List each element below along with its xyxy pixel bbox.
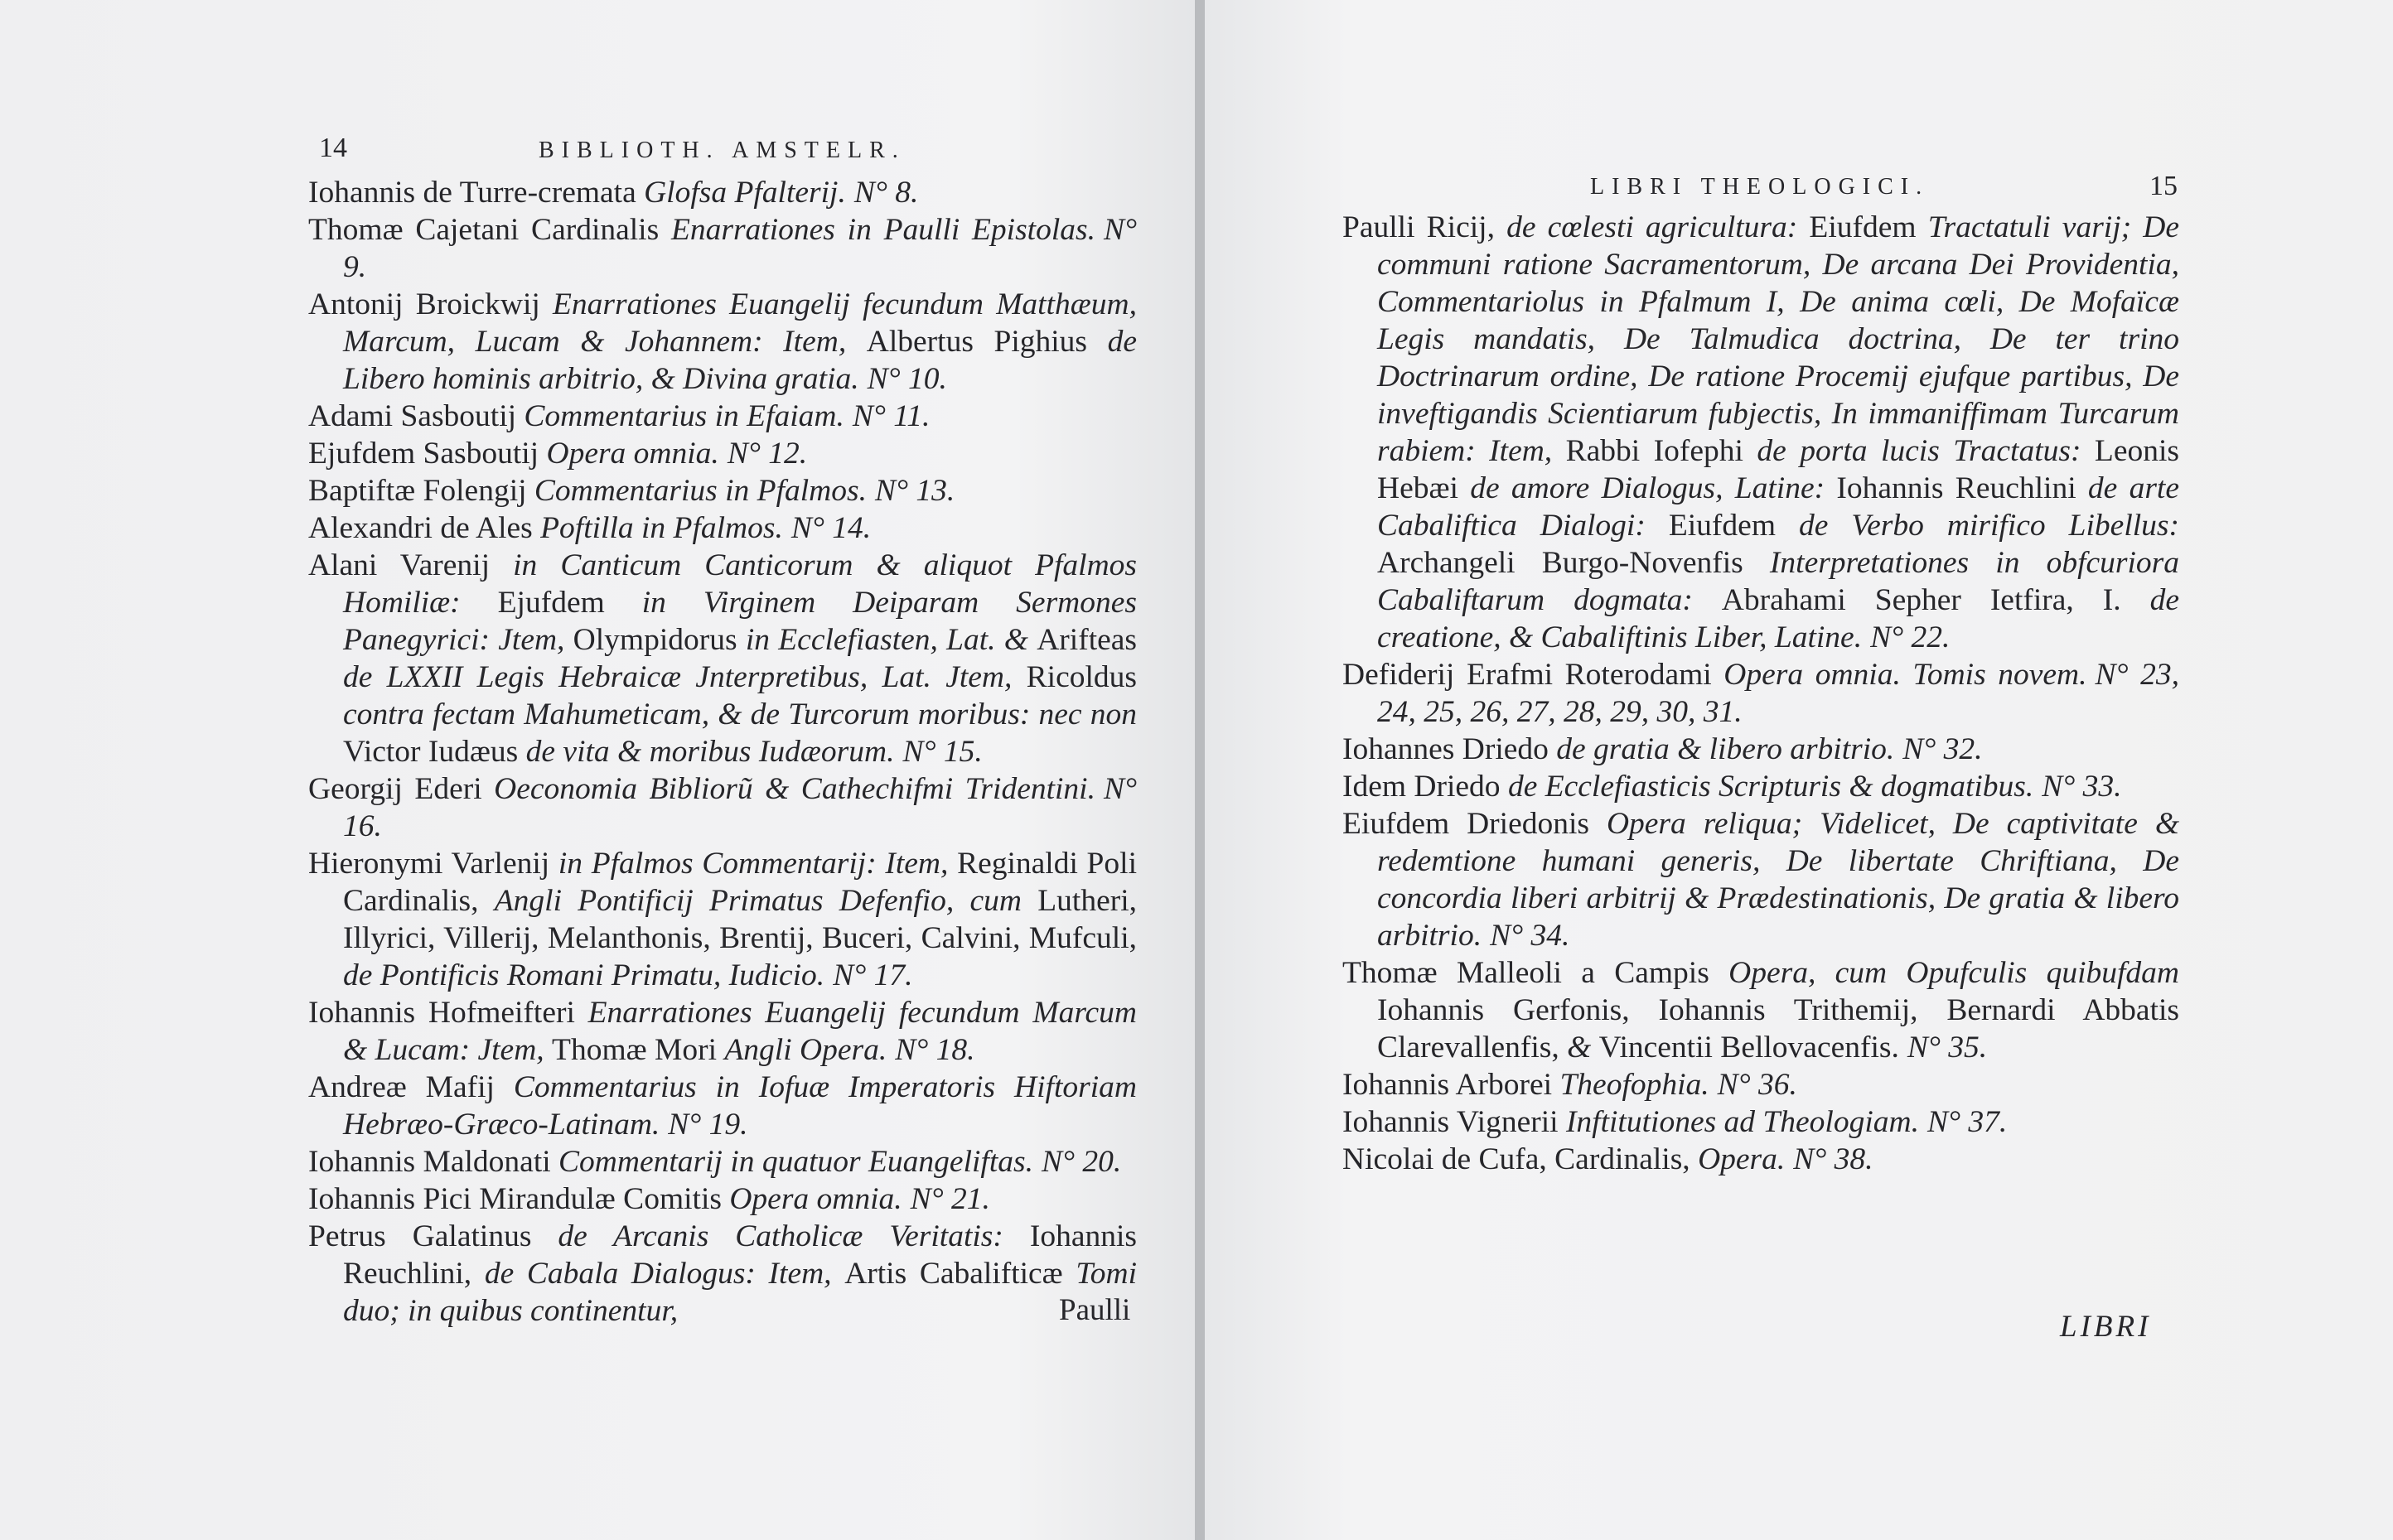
entry-title: Poftilla in Pfalmos. (540, 511, 783, 545)
catalog-entry (308, 398, 1137, 435)
entry-author: Arifteas (1037, 623, 1137, 657)
entry-author: Alani Varenij (308, 548, 514, 582)
catalog-entry (308, 845, 1137, 994)
entry-author: Iohannis Hofmeifteri (308, 996, 588, 1030)
entry-author: Antonij Broickwij (308, 287, 554, 321)
entry-number: N° 35. (1907, 1031, 1988, 1064)
entry-author: Archangeli Burgo-Novenfis (1377, 546, 1770, 580)
entry-author: Iohannis Reuchlini, (343, 1219, 1137, 1291)
entry-author: Iohannis Gerfonis, Iohannis Trithemij, Bernardi Abbatis Clarevallenfis, (1377, 993, 2179, 1064)
catalog-entry (308, 547, 1137, 770)
right-page (1205, 0, 2393, 1540)
entry-author: Olympidorus (573, 623, 746, 657)
entry-title: in Pfalmos Commentarij: Item, (558, 847, 958, 881)
entry-author: Andreæ Mafij (308, 1070, 514, 1104)
entry-title: Opera, cum Opufculis quibufdam (1728, 956, 2179, 990)
entry-title: de creatione, & Cabaliftinis Liber, Latine. (1377, 583, 2179, 654)
left-page (0, 0, 1195, 1540)
entry-title: Commentarius in Efaiam. (524, 399, 844, 433)
entry-author: Idem Driedo (1342, 770, 1508, 804)
entry-author: Thomæ Malleoli a Campis (1342, 956, 1729, 990)
entry-title: Enarrationes Euangelij fecundum Marcum & Lucam: Jtem, (343, 996, 1137, 1067)
catalog-entry (1342, 1103, 2179, 1141)
entry-number: N° 34. (1490, 919, 1570, 953)
catalog-entries-right (1342, 209, 2179, 1178)
catalog-entry (1342, 768, 2179, 805)
entry-author: Iohannis Maldonati (308, 1145, 559, 1179)
entry-title: Interpretationes in obfcuriora Cabaliftarum dogmata: (1377, 546, 2179, 617)
entry-number: N° 22. (1870, 620, 1951, 654)
entry-number: N° 16. (343, 772, 1137, 843)
entry-number: N° 10. (867, 362, 947, 396)
page-number: 14 (319, 133, 347, 163)
entry-number: N° 21. (910, 1182, 990, 1216)
entry-author: Georgij Ederi (308, 772, 495, 806)
entry-author: Rabbi Iofephi (1565, 434, 1757, 468)
entry-author: Ricoldus (1026, 660, 1137, 694)
entry-title: Oeconomia Bibliorũ & Cathechifmi Tridentini. (494, 772, 1095, 806)
entry-number: N° 37. (1926, 1105, 2008, 1139)
entry-title: de Arcanis Catholicæ Veritatis: (558, 1219, 1030, 1253)
catalog-entry (308, 472, 1137, 509)
entry-title: Opera reliqua; Videlicet, De captivitate & redemtione humani generis, De libertate Chriftiana, De concordia liberi arbitrij & Prædestinationis, De gratia & libero arbitrio. (1377, 807, 2179, 953)
catalog-entry (308, 1218, 1137, 1330)
entry-number: N° 20. (1041, 1145, 1122, 1179)
entry-author: Adami Sasboutij (308, 399, 525, 433)
entry-author: Iohannis Arborei (1342, 1068, 1560, 1102)
entry-author: Thomæ Mori (552, 1033, 725, 1067)
entry-title: Commentarius in Iofuæ Imperatoris Hiftoriam Hebræo-Græco-Latinam. (343, 1070, 1137, 1142)
entry-number: N° 33. (2042, 770, 2122, 804)
catalog-entry (308, 286, 1137, 398)
entry-title: de cœlesti agricultura: (1506, 210, 1810, 244)
entry-author: Reginaldi Poli Cardinalis, (343, 847, 1138, 918)
entry-author: Leonis Hebæi (1377, 434, 2179, 505)
entry-number: N° 32. (1902, 732, 1983, 766)
entry-title: de gratia & libero arbitrio. (1556, 732, 1895, 766)
catalog-entry (308, 435, 1137, 472)
catalog-entry (1342, 656, 2179, 731)
entry-author: Iohannis Reuchlini (1836, 471, 2088, 505)
entry-author: Defiderij Erafmi Roterodami (1342, 658, 1724, 692)
entry-title: de Verbo mirifico Libellus: (1799, 509, 2179, 543)
entry-title: Theofophia. (1559, 1068, 1709, 1102)
entry-author: Iohannis Vignerii (1342, 1105, 1566, 1139)
entry-author: Iohannes Driedo (1342, 732, 1557, 766)
catchword: Paulli (1059, 1293, 1131, 1327)
entry-title: Opera omnia. (546, 437, 719, 471)
entry-author: Alexandri de Ales (308, 511, 541, 545)
entry-title: de amore Dialogus, Latine: (1470, 471, 1837, 505)
entry-author: Iohannis Pici Mirandulæ Comitis (308, 1182, 730, 1216)
entry-title: de Cabala Dialogus: Item, (484, 1257, 845, 1291)
entry-title: Glofsa Pfalterij. (644, 176, 846, 210)
catalog-entry (308, 509, 1137, 547)
entry-number: N° 18. (895, 1033, 975, 1067)
entry-title: Opera. (1698, 1142, 1786, 1176)
catalog-entry (308, 994, 1137, 1069)
entry-author: Lutheri, Illyrici, Villerij, Melanthonis, Brentij, Buceri, Calvini, Mufculi, (343, 884, 1138, 955)
entry-title: de LXXII Legis Hebraicæ Jnterpretibus, Lat. Jtem, (343, 660, 1027, 694)
entry-number: N° 9. (343, 213, 1137, 284)
entry-author: Albertus Pighius (866, 325, 1108, 359)
entry-number: N° 38. (1793, 1142, 1873, 1176)
catalog-entry (1342, 731, 2179, 768)
entry-author: Eiufdem Driedonis (1342, 807, 1607, 841)
book-gutter (1195, 0, 1205, 1540)
entry-number: N° 14. (790, 511, 872, 545)
entry-title: de porta lucis Tractatus: (1757, 434, 2095, 468)
entry-title: in Virginem Deiparam Sermones Panegyrici: Jtem, (343, 586, 1137, 657)
catalog-entry (1342, 805, 2179, 954)
running-head: LIBRI THEOLOGICI. (1590, 174, 1930, 200)
catalog-entry (308, 1143, 1137, 1180)
entry-author: Baptiftæ Folengij (308, 474, 534, 508)
catalog-entry (308, 211, 1137, 286)
catchword: LIBRI (2060, 1310, 2152, 1344)
entry-title: de Libero hominis arbitrio, & Divina gratia. (343, 325, 1137, 396)
entry-number: N° 19. (668, 1108, 748, 1142)
entry-title: Commentarij in quatuor Euangeliftas. (558, 1145, 1033, 1179)
page-number: 15 (2149, 171, 2178, 201)
entry-author: Abrahami Sepher Ietfira, I. (1721, 583, 2150, 617)
entry-author: Paulli Ricij, (1342, 210, 1507, 244)
entry-title: in Canticum Canticorum & aliquot Pfalmos Homiliæ: (343, 548, 1137, 620)
entry-number: N° 17. (833, 958, 913, 992)
entry-title: Enarrationes Euangelij fecundum Matthæum, Marcum, Lucam & Johannem: Item, (343, 287, 1137, 359)
entry-title: de arte Cabaliftica Dialogi: (1377, 471, 2179, 543)
entry-author: Eiufdem (1809, 210, 1928, 244)
entry-author: Thomæ Cajetani Cardinalis (308, 213, 671, 247)
entry-title: Angli Opera. (724, 1033, 887, 1067)
entry-title: de vita & moribus Iudæorum. (525, 735, 895, 769)
entry-title: contra fectam Mahumeticam, & de Turcorum moribus: nec non (343, 698, 1137, 731)
entry-title: Commentarius in Pfalmos. (534, 474, 867, 508)
catalog-entry (1342, 209, 2179, 656)
catalog-entries-left (308, 174, 1137, 1330)
entry-title: Angli Pontificij Primatus Defenfio, cum (494, 884, 1038, 918)
entry-author: Nicolai de Cufa, Cardinalis, (1342, 1142, 1699, 1176)
entry-author: Eiufdem (1668, 509, 1799, 543)
catalog-entry (1342, 954, 2179, 1066)
entry-number: N° 12. (727, 437, 808, 471)
entry-title: Enarrationes in Paulli Epistolas. (670, 213, 1095, 247)
entry-author: Hieronymi Varlenij (308, 847, 558, 881)
entry-author: Ejufdem (497, 586, 642, 620)
catalog-entry (308, 174, 1137, 211)
entry-number: N° 36. (1717, 1068, 1797, 1102)
catalog-entry (308, 1069, 1137, 1143)
entry-number: N° 15. (902, 735, 983, 769)
catalog-entry (308, 770, 1137, 845)
entry-number: N° 8. (853, 176, 919, 210)
entry-author: Vincentii Bellovacenfis. (1598, 1031, 1899, 1064)
catalog-entry (1342, 1141, 2179, 1178)
entry-author: Iohannis de Turre-cremata (308, 176, 645, 210)
entry-author: Artis Cabalifticæ (844, 1257, 1076, 1291)
entry-title: Tomi duo; in quibus continentur, (343, 1257, 1137, 1328)
entry-author: Ejufdem Sasboutij (308, 437, 547, 471)
entry-author: Victor Iudæus (343, 735, 526, 769)
entry-number: N° 13. (874, 474, 955, 508)
running-head: BIBLIOTH. AMSTELR. (539, 138, 906, 163)
entry-number: N° 23, 24, 25, 26, 27, 28, 29, 30, 31. (1377, 658, 2180, 729)
catalog-entry (1342, 1066, 2179, 1103)
entry-author: Petrus Galatinus (308, 1219, 558, 1253)
entry-title: Tractatuli varij; De communi ratione Sacramentorum, De arcana Dei Providentia, Commentariolus in Pfalmum I, De anima cœli, De Mofaïcæ Legis mandatis, De Talmudica doctrina, De ter trino Doctrinarum ordine, De ratione Procemij ejufque partibus, De inveftigandis Scientiarum fubjectis, In immaniffimam Turcarum rabiem: Item, (1377, 210, 2179, 468)
catalog-entry (308, 1180, 1137, 1218)
entry-number: N° 11. (852, 399, 931, 433)
entry-title: Inftitutiones ad Theologiam. (1565, 1105, 1919, 1139)
entry-title: de Ecclefiasticis Scripturis & dogmatibus. (1507, 770, 2034, 804)
entry-title: Opera omnia. (729, 1182, 902, 1216)
entry-title: & (1567, 1031, 1599, 1064)
entry-title: Opera omnia. Tomis novem. (1723, 658, 2087, 692)
entry-title: de Pontificis Romani Primatu, Iudicio. (343, 958, 825, 992)
entry-title: in Ecclefiasten, Lat. & (745, 623, 1037, 657)
